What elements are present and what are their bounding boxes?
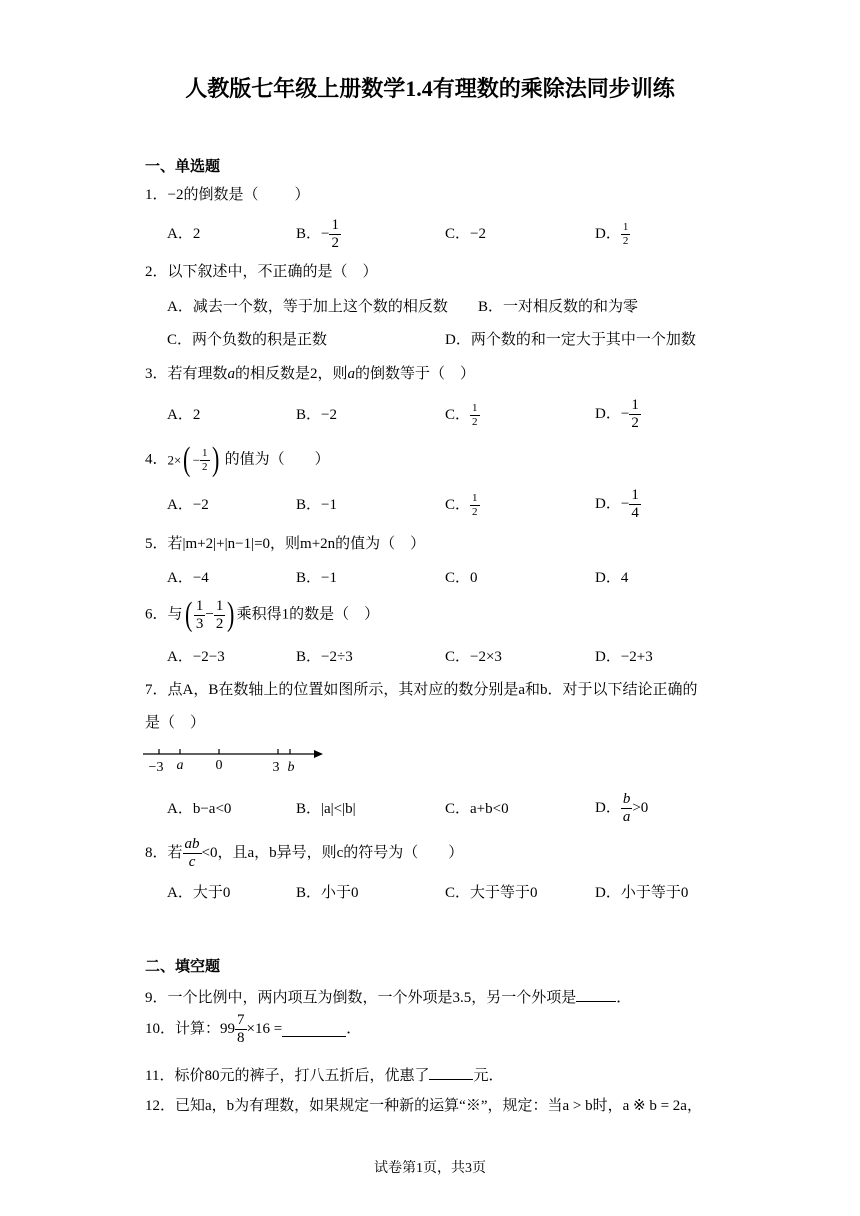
number-line-arrow (314, 750, 323, 758)
question-7-stem-line2: 是（ ） (145, 715, 206, 731)
q6-option-b: B．−2÷3 (296, 649, 353, 665)
q5-option-a: A．−4 (167, 570, 209, 586)
q1-option-b: B．− $\frac{1}{2}$ (296, 217, 339, 251)
axis-label-minus-3: −3 (148, 760, 164, 775)
q3-option-d: D．− $\frac{1}{2}$ (595, 397, 639, 431)
axis-label-b: b (287, 760, 295, 775)
question-11-stem: 11．标价80元的裤子，打八五折后，优惠了 元． (145, 1068, 504, 1084)
q4-option-b: B．−1 (296, 497, 337, 513)
q7-option-d: D． $\frac{b}{a}$ >0 (595, 791, 649, 825)
q3-option-a: A．2 (167, 407, 201, 423)
q4-option-c: C． $\frac{1}{2}$ (445, 492, 478, 518)
q6-option-d: D．−2+3 (595, 649, 653, 665)
q6-option-c: C．−2×3 (445, 649, 502, 665)
q8-option-d: D．小于等于0 (595, 885, 689, 901)
question-1-stem: 1．−2的倒数是（ ） (145, 187, 310, 203)
q2-option-b: B．一对相反数的和为零 (478, 299, 639, 315)
q7-option-a: A．b−a<0 (167, 801, 232, 817)
answer-blank-q10 (282, 1023, 346, 1037)
q4-option-a: A．−2 (167, 497, 209, 513)
q7-option-b: B．|a|<|b| (296, 801, 356, 817)
answer-blank-q11 (429, 1066, 473, 1080)
q2-option-c: C．两个负数的积是正数 (167, 332, 328, 348)
axis-label-0: 0 (215, 758, 223, 773)
question-9-stem: 9．一个比例中，两内项互为倒数，一个外项是3.5，另一个外项是 ． (145, 990, 632, 1006)
q2-option-d: D．两个数的和一定大于其中一个加数 (445, 332, 696, 348)
answer-blank-q9 (576, 988, 616, 1002)
q7-option-c: C．a+b<0 (445, 801, 509, 817)
question-3-stem: 3．若有理数a的相反数是2，则a的倒数等于（ ） (145, 366, 476, 382)
q1-option-c: C．−2 (445, 226, 486, 242)
q3-option-b: B．−2 (296, 407, 337, 423)
q5-option-b: B．−1 (296, 570, 337, 586)
page-title: 人教版七年级上册数学1.4有理数的乘除法同步训练 (185, 76, 675, 101)
q8-option-c: C．大于等于0 (445, 885, 538, 901)
q1-option-d: D． $\frac{1}{2}$ (595, 221, 629, 247)
question-8-stem: 8．若 $\frac{ab}{c}$ <0，且a，b异号，则c的符号为（ ） (145, 836, 464, 870)
q3-option-c: C． $\frac{1}{2}$ (445, 402, 478, 428)
q4-option-d: D．− $\frac{1}{4}$ (595, 487, 639, 521)
q5-option-d: D．4 (595, 570, 629, 586)
section-heading-fill-blank: 二、填空题 (145, 959, 221, 975)
number-line-figure (140, 742, 330, 776)
q8-option-a: A．大于0 (167, 885, 231, 901)
question-7-stem-line1: 7．点A，B在数轴上的位置如图所示，其对应的数分别是a和b．对于以下结论正确的 (145, 682, 698, 698)
question-4-stem: 4．2×( − $\frac{1}{2}$ ) 的值为（ ） (145, 441, 330, 478)
question-12-stem: 12．已知a，b为有理数，如果规定一种新的运算“※”，规定：当a > b时，a ※ b = 2a， (145, 1098, 702, 1114)
page-footer: 试卷第1页，共3页 (374, 1161, 486, 1176)
section-heading-single-choice: 一、单选题 (145, 159, 221, 175)
q1-option-a: A．2 (167, 226, 201, 242)
question-6-stem: 6．与( $\frac{1}{3}$ − $\frac{1}{2}$ ) 乘积得1的数是（ ） (145, 596, 380, 633)
question-2-stem: 2．以下叙述中，不正确的是（ ） (145, 264, 378, 280)
axis-label-a: a (176, 758, 184, 773)
axis-label-3: 3 (272, 760, 280, 775)
question-5-stem: 5．若|m+2|+|n−1|=0，则m+2n的值为（ ） (145, 536, 426, 552)
q5-option-c: C．0 (445, 570, 478, 586)
q2-option-a: A．减去一个数，等于加上这个数的相反数 (167, 299, 448, 315)
q8-option-b: B．小于0 (296, 885, 359, 901)
question-10-stem: 10．计算：99 $\frac{7}{8}$ ×16 = ． (145, 1012, 362, 1046)
q6-option-a: A．−2−3 (167, 649, 225, 665)
